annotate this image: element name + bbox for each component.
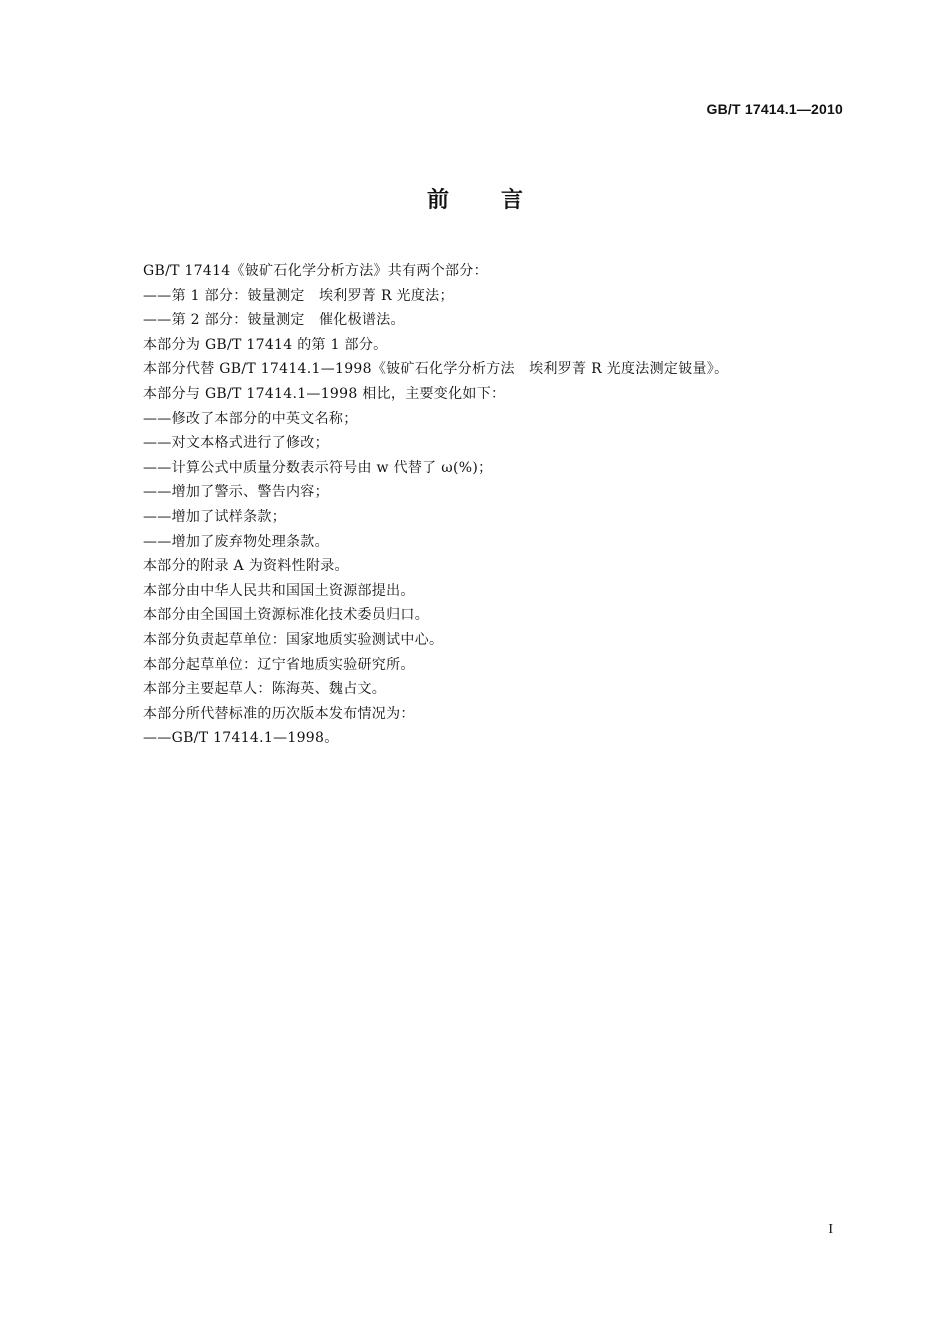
page-number: I bbox=[828, 1222, 833, 1237]
title-char-2: 言 bbox=[501, 188, 524, 213]
title-char-1: 前 bbox=[426, 188, 449, 213]
foreword-line: ——增加了警示、警告内容； bbox=[143, 484, 329, 501]
foreword-line: GB/T 17414《铍矿石化学分析方法》共有两个部分： bbox=[143, 263, 488, 279]
foreword-line: ——增加了废弃物处理条款。 bbox=[143, 533, 329, 550]
page-title bbox=[0, 183, 950, 214]
foreword-line: 本部分为 GB/T 17414 的第 1 部分。 bbox=[143, 336, 388, 353]
foreword-line: 本部分的附录 A 为资料性附录。 bbox=[143, 558, 349, 575]
foreword-line: 本部分由全国国土资源标准化技术委员归口。 bbox=[143, 607, 429, 624]
foreword-body bbox=[143, 259, 843, 751]
foreword-line: 本部分负责起草单位：国家地质实验测试中心。 bbox=[143, 631, 444, 648]
foreword-line: ——第 1 部分：铍量测定 埃利罗菁 R 光度法； bbox=[143, 287, 454, 304]
foreword-line: 本部分代替 GB/T 17414.1—1998《铍矿石化学分析方法 埃利罗菁 R 光度法测定铍量》。 bbox=[143, 361, 729, 378]
foreword-line: ——GB/T 17414.1—1998。 bbox=[143, 730, 339, 747]
foreword-line: ——增加了试样条款； bbox=[143, 508, 286, 525]
foreword-line: 本部分所代替标准的历次版本发布情况为： bbox=[143, 705, 415, 722]
foreword-line: 本部分起草单位：辽宁省地质实验研究所。 bbox=[143, 656, 415, 673]
standard-code: GB/T 17414.1—2010 bbox=[706, 101, 843, 117]
foreword-line: 本部分由中华人民共和国国土资源部提出。 bbox=[143, 582, 415, 599]
foreword-line: ——对文本格式进行了修改； bbox=[143, 435, 329, 452]
foreword-line: 本部分与 GB/T 17414.1—1998 相比，主要变化如下： bbox=[143, 385, 506, 402]
foreword-line: ——计算公式中质量分数表示符号由 w 代替了 ω(%)； bbox=[143, 459, 493, 476]
foreword-line: 本部分主要起草人：陈海英、魏占文。 bbox=[143, 681, 387, 698]
foreword-line: ——修改了本部分的中英文名称； bbox=[143, 410, 358, 427]
foreword-line: ——第 2 部分：铍量测定 催化极谱法。 bbox=[143, 312, 405, 329]
